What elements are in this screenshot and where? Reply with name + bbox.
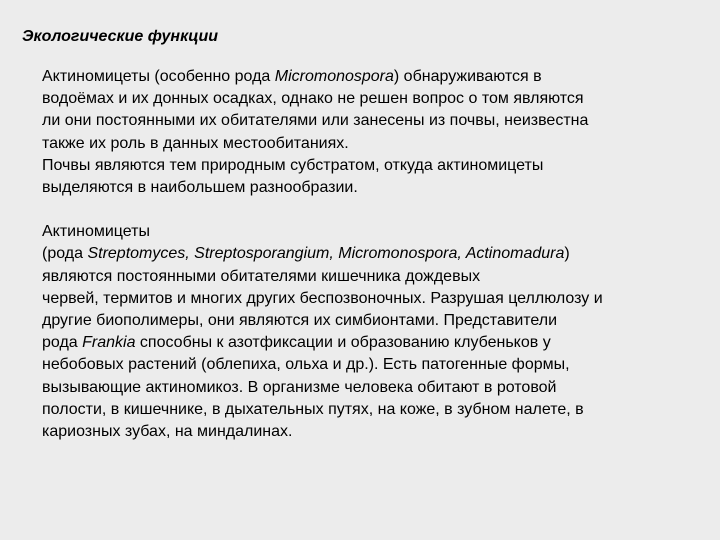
text-line: ли они постоянными их обитателями или занесены из почвы, неизвестна	[42, 112, 589, 130]
text-line: Актиномицеты	[42, 223, 150, 241]
text-line: также их роль в данных местообитаниях.	[42, 134, 349, 152]
genus-name: Micromonospora	[274, 68, 394, 85]
text-line: водоёмах и их донных осадках, однако не решен вопрос о том являются	[42, 90, 584, 108]
text-line	[42, 66, 712, 88]
slide-body	[42, 66, 712, 443]
text-fragment: рода	[42, 334, 83, 352]
text-line	[42, 243, 712, 265]
paragraph-1	[42, 66, 712, 199]
text-fragment: )	[564, 245, 570, 263]
text-line: являются постоянными обитателями кишечника дождевых	[42, 267, 481, 285]
text-line	[42, 332, 712, 354]
text-line: вызывающие актиномикоз. В организме человека обитают в ротовой	[42, 378, 557, 396]
text-fragment: (рода	[42, 245, 88, 263]
paragraph-gap	[42, 199, 712, 221]
text-line: выделяются в наибольшем разнообразии.	[42, 179, 358, 197]
paragraph-2	[42, 221, 712, 443]
text-fragment: ) обнаруживаются в	[393, 68, 542, 85]
text-fragment: Актиномицеты (особенно рода	[42, 68, 275, 85]
genus-name: Frankia	[82, 334, 136, 352]
text-line: небобовых растений (облепиха, ольха и др.). Есть патогенные формы,	[42, 356, 570, 374]
text-line: кариозных зубах, на миндалинах.	[42, 423, 293, 441]
text-line: Почвы являются тем природным субстратом, откуда актиномицеты	[42, 156, 544, 174]
text-line: червей, термитов и многих других беспозвоночных. Разрушая целлюлозу и	[42, 289, 603, 307]
text-fragment: способны к азотфиксации и образованию клубеньков у	[135, 334, 551, 352]
text-line: полости, в кишечнике, в дыхательных путях, на коже, в зубном налете, в	[42, 400, 584, 418]
slide-title: Экологические функции	[22, 28, 219, 45]
genus-names: Streptomyces, Streptosporangium, Micromonospora, Actinomadura	[87, 245, 565, 263]
text-line: другие биополимеры, они являются их симбионтами. Представители	[42, 312, 558, 330]
